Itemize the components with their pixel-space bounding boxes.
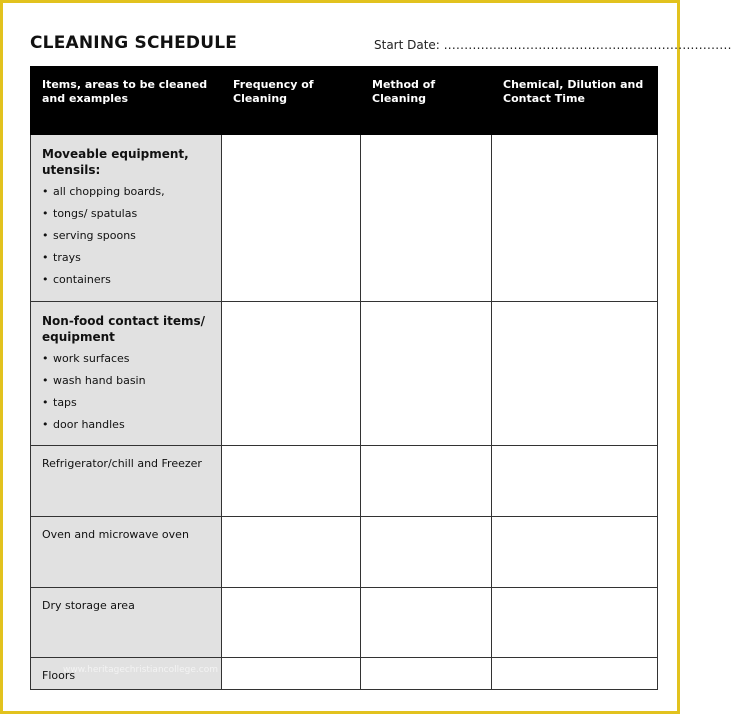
- list-item: • serving spoons: [42, 228, 213, 250]
- frequency-cell[interactable]: [222, 658, 361, 690]
- column-header-method: Method of Cleaning: [361, 67, 492, 135]
- item-list: [42, 184, 213, 294]
- method-cell[interactable]: [361, 446, 492, 517]
- list-item: • all chopping boards,: [42, 184, 213, 206]
- row-label-text: Refrigerator/chill and Freezer: [42, 457, 202, 470]
- start-date-blank: ......................................................................: [443, 38, 732, 52]
- column-header-items: Items, areas to be cleaned and examples: [31, 67, 222, 135]
- chemical-cell[interactable]: [492, 517, 658, 588]
- method-cell[interactable]: [361, 135, 492, 302]
- frequency-cell[interactable]: [222, 135, 361, 302]
- chemical-cell[interactable]: [492, 135, 658, 302]
- group-title: Non-food contact items/ equipment: [42, 314, 206, 344]
- row-label-oven: [31, 517, 222, 588]
- list-item: • work surfaces: [42, 351, 213, 373]
- list-item: • door handles: [42, 417, 213, 439]
- row-label-text: Floors: [42, 669, 76, 682]
- chemical-cell[interactable]: [492, 658, 658, 690]
- method-cell[interactable]: [361, 658, 492, 690]
- item-list: [42, 351, 213, 439]
- chemical-cell[interactable]: [492, 302, 658, 446]
- row-label-non-food-contact: [31, 302, 222, 446]
- list-item: • containers: [42, 272, 213, 294]
- method-cell[interactable]: [361, 517, 492, 588]
- group-title: Moveable equipment, utensils:: [42, 147, 189, 177]
- cleaning-schedule-table: [30, 66, 658, 690]
- list-item: • taps: [42, 395, 213, 417]
- frequency-cell[interactable]: [222, 302, 361, 446]
- row-label-dry-storage: [31, 588, 222, 658]
- chemical-cell[interactable]: [492, 588, 658, 658]
- frequency-cell[interactable]: [222, 446, 361, 517]
- row-label-text: Dry storage area: [42, 599, 135, 612]
- frequency-cell[interactable]: [222, 517, 361, 588]
- list-item: • trays: [42, 250, 213, 272]
- start-date-label: Start Date:: [374, 38, 440, 52]
- row-label-text: Oven and microwave oven: [42, 528, 189, 541]
- method-cell[interactable]: [361, 302, 492, 446]
- method-cell[interactable]: [361, 588, 492, 658]
- list-item: • wash hand basin: [42, 373, 213, 395]
- table-row: [31, 446, 658, 517]
- row-label-moveable-equipment: [31, 135, 222, 302]
- column-header-chemical: Chemical, Dilution and Contact Time: [492, 67, 658, 135]
- table-header-row: [31, 67, 658, 135]
- table-row: [31, 302, 658, 446]
- table-row: [31, 517, 658, 588]
- start-date-field: [374, 37, 732, 53]
- watermark: www.heritagechristiancollege.com: [63, 665, 218, 675]
- page-title: CLEANING SCHEDULE: [30, 33, 238, 53]
- column-header-frequency: Frequency of Cleaning: [222, 67, 361, 135]
- table-row: [31, 588, 658, 658]
- row-label-refrigerator: [31, 446, 222, 517]
- chemical-cell[interactable]: [492, 446, 658, 517]
- table-row: [31, 135, 658, 302]
- list-item: • tongs/ spatulas: [42, 206, 213, 228]
- frequency-cell[interactable]: [222, 588, 361, 658]
